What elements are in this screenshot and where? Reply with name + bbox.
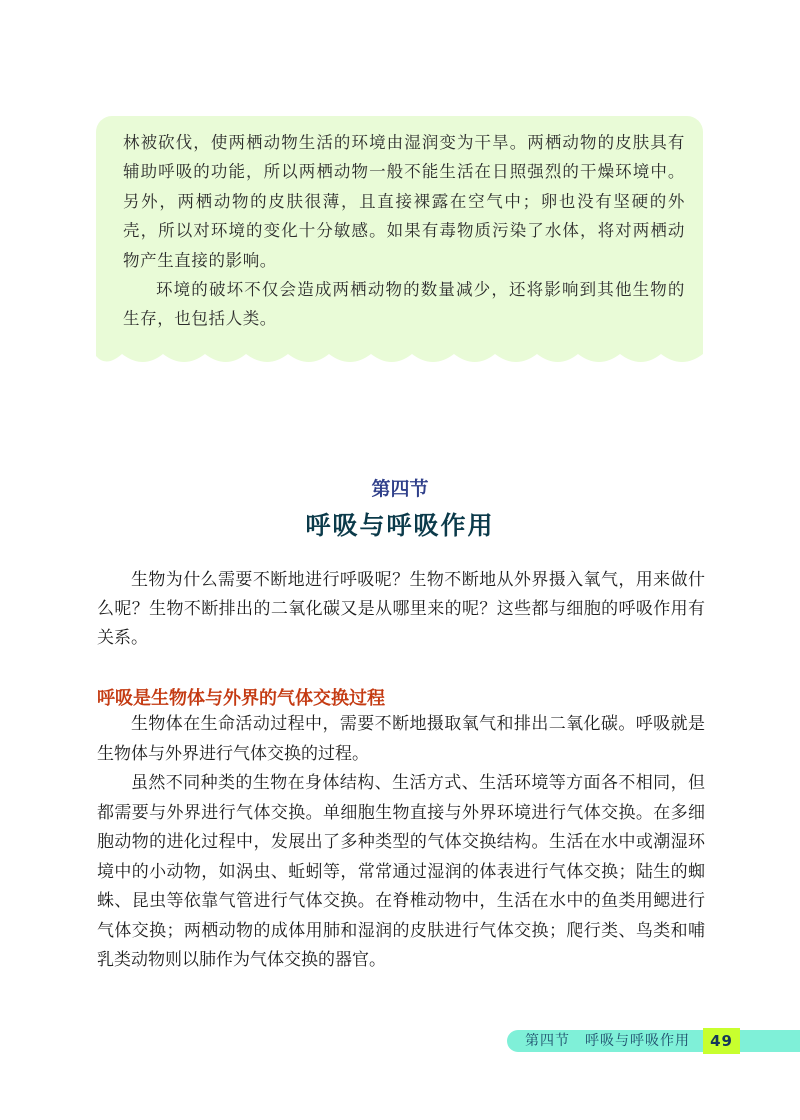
body-paragraph: 虽然不同种类的生物在身体结构、生活方式、生活环境等方面各不相同，但都需要与外界进行气体交换。单细胞生物直接与外界环境进行气体交换。在多细胞动物的进化过程中，发展出了多种类型的气体交换结构。生活在水中或潮湿环境中的小动物，如涡虫、蚯蚓等，常常通过湿润的体表进行气体交换；陆生的蜘蛛、昆虫等依靠气管进行气体交换。在脊椎动物中，生活在水中的鱼类用鳃进行气体交换；两栖动物的成体用肺和湿润的皮肤进行气体交换；爬行类、鸟类和哺乳类动物则以肺作为气体交换的器官。 xyxy=(97,773,705,970)
section-title: 呼吸与呼吸作用 xyxy=(305,511,495,540)
subsection-body xyxy=(97,710,705,976)
sidebar-paragraph: 环境的破坏不仅会造成两栖动物的数量减少，还将影响到其他生物的生存，也包括人类。 xyxy=(123,280,685,329)
section-label: 第四节 xyxy=(371,478,429,500)
sidebar-paragraph: 林被砍伐，使两栖动物生活的环境由湿润变为干旱。两栖动物的皮肤具有辅助呼吸的功能，所以两栖动物一般不能生活在日照强烈的干燥环境中。另外，两栖动物的皮肤很薄，且直接裸露在空气中；卵也没有坚硬的外壳，所以对环境的变化十分敏感。如果有毒物质污染了水体，将对两栖动物产生直接的影响。 xyxy=(123,133,685,270)
page-number: 49 xyxy=(703,1028,740,1054)
running-title: 第四节 呼吸与呼吸作用 xyxy=(525,1033,690,1049)
intro-text xyxy=(97,566,705,653)
subsection-heading: 呼吸是生物体与外界的气体交换过程 xyxy=(97,688,385,709)
sidebar-scalloped-edge xyxy=(96,348,703,368)
sidebar-text xyxy=(123,128,685,334)
intro-paragraph: 生物为什么需要不断地进行呼吸呢？生物不断地从外界摄入氧气，用来做什么呢？生物不断排出的二氧化碳又是从哪里来的呢？这些都与细胞的呼吸作用有关系。 xyxy=(97,570,705,648)
body-paragraph: 生物体在生命活动过程中，需要不断地摄取氧气和排出二氧化碳。呼吸就是生物体与外界进行气体交换的过程。 xyxy=(97,714,705,764)
